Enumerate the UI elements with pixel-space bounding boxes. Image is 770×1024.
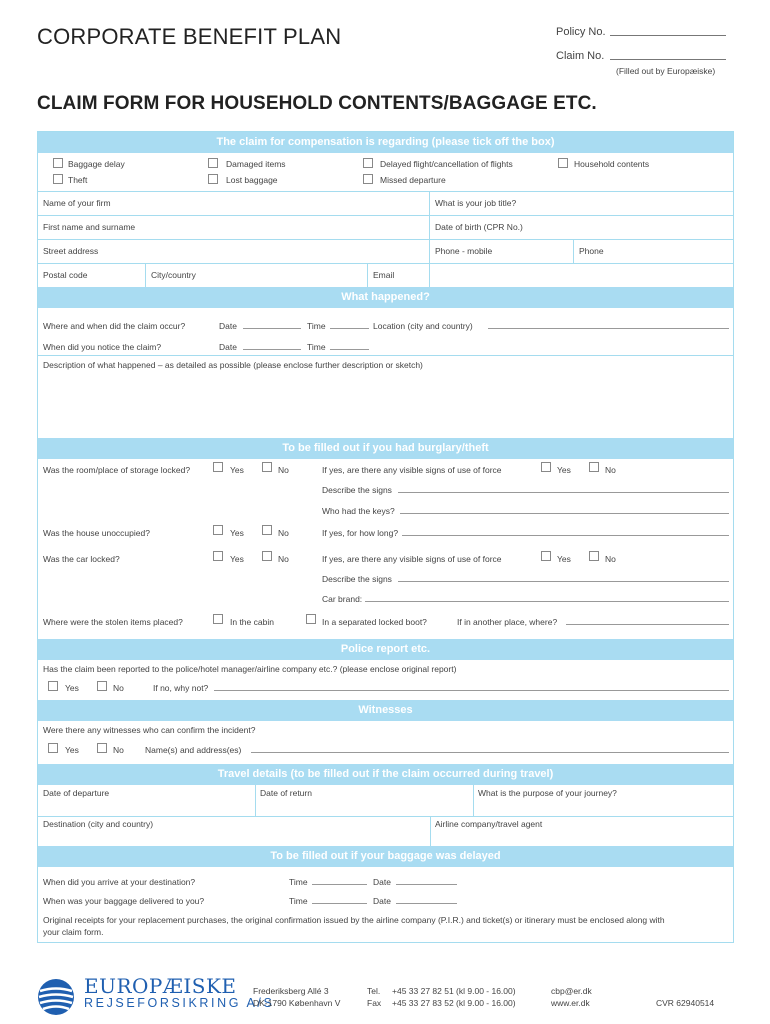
input-if-no-why[interactable] [214, 690, 729, 691]
fax-label: Fax [367, 998, 382, 1008]
baggage-note-line1: Original receipts for your replacement purchases, the original confirmation issued by the airline company (P.I.R.) and ticket(s) or itinerary must be enclosed along with [43, 915, 665, 925]
input-delivered-time[interactable] [312, 903, 367, 904]
label-no: No [605, 554, 616, 564]
tel-number: +45 33 27 82 51 (kl 9.00 - 16.00) [392, 986, 516, 996]
label-witness-names: Name(s) and address(es) [145, 745, 242, 755]
label-if-no-why: If no, why not? [153, 683, 209, 693]
label-time: Time [307, 342, 326, 352]
input-car-describe-signs[interactable] [398, 581, 729, 582]
question-how-long: If yes, for how long? [322, 528, 399, 538]
label-no: No [113, 683, 124, 693]
checkbox-baggage-delay[interactable] [53, 158, 63, 168]
label-car-brand: Car brand: [322, 594, 363, 604]
checkbox-room-force-no[interactable] [589, 462, 599, 472]
input-car-brand[interactable] [365, 601, 729, 602]
input-how-long[interactable] [402, 535, 729, 536]
field-full-name[interactable]: First name and surname [43, 222, 136, 232]
label-time: Time [289, 877, 308, 887]
policy-number-label: Policy No. [556, 26, 606, 38]
checkbox-household-contents[interactable] [558, 158, 568, 168]
label-yes: Yes [557, 554, 571, 564]
checkbox-car-force-yes[interactable] [541, 551, 551, 561]
option-baggage-delay: Baggage delay [68, 159, 125, 169]
label-other-place: If in another place, where? [457, 617, 558, 627]
field-date-of-return[interactable]: Date of return [260, 788, 312, 798]
website-link[interactable]: www.er.dk [551, 998, 590, 1008]
label-location: Location (city and country) [373, 321, 473, 331]
question-police-reported: Has the claim been reported to the police/hotel manager/airline company etc.? (please enclose original report) [43, 664, 457, 674]
field-phone[interactable]: Phone [579, 246, 604, 256]
question-witnesses: Were there any witnesses who can confirm the incident? [43, 725, 256, 735]
address-line1: Frederiksberg Allé 3 [253, 986, 329, 996]
label-yes: Yes [65, 745, 79, 755]
cvr-number: CVR 62940514 [656, 998, 715, 1008]
checkbox-theft[interactable] [53, 174, 63, 184]
label-no: No [605, 465, 616, 475]
input-occur-time[interactable] [330, 328, 369, 329]
input-other-place[interactable] [566, 624, 729, 625]
claim-type-heading: The claim for compensation is regarding (please tick off the box) [38, 132, 733, 153]
field-street-address[interactable]: Street address [43, 246, 99, 256]
company-logo-icon [37, 978, 75, 1016]
form-subtitle: CLAIM FORM FOR HOUSEHOLD CONTENTS/BAGGAGE ETC. [37, 93, 597, 114]
tel-label: Tel. [367, 986, 381, 996]
question-arrive: When did you arrive at your destination? [43, 877, 196, 887]
field-firm-name[interactable]: Name of your firm [43, 198, 111, 208]
input-arrive-time[interactable] [312, 884, 367, 885]
checkbox-unoccupied-no[interactable] [262, 525, 272, 535]
checkbox-unoccupied-yes[interactable] [213, 525, 223, 535]
field-destination[interactable]: Destination (city and country) [43, 819, 154, 829]
logo-name: EUROPÆISKE [84, 974, 237, 998]
label-date: Date [373, 896, 391, 906]
field-job-title[interactable]: What is your job title? [435, 198, 517, 208]
input-description-area[interactable] [38, 370, 733, 438]
checkbox-room-force-yes[interactable] [541, 462, 551, 472]
filled-by-note: (Filled out by Europæiske) [616, 66, 716, 76]
what-happened-heading: What happened? [38, 287, 733, 308]
label-yes: Yes [230, 554, 244, 564]
question-car-locked: Was the car locked? [43, 554, 120, 564]
baggage-note-line2: your claim form. [43, 927, 104, 937]
witnesses-heading: Witnesses [38, 700, 733, 721]
input-witness-names[interactable] [251, 752, 729, 753]
claim-number-line [610, 59, 726, 60]
field-city-country[interactable]: City/country [151, 270, 196, 280]
checkbox-car-locked-no[interactable] [262, 551, 272, 561]
checkbox-police-yes[interactable] [48, 681, 58, 691]
burglary-heading: To be filled out if you had burglary/theft [38, 438, 733, 459]
policy-number-field[interactable] [556, 26, 606, 38]
field-postal-code[interactable]: Postal code [43, 270, 88, 280]
footer [0, 972, 770, 1024]
question-where-when: Where and when did the claim occur? [43, 321, 186, 331]
option-delayed-flight: Delayed flight/cancellation of flights [380, 159, 513, 169]
checkbox-room-locked-yes[interactable] [213, 462, 223, 472]
field-date-of-departure[interactable]: Date of departure [43, 788, 110, 798]
label-car-describe-signs: Describe the signs [322, 574, 392, 584]
label-no: No [113, 745, 124, 755]
checkbox-witnesses-yes[interactable] [48, 743, 58, 753]
checkbox-missed-departure[interactable] [363, 174, 373, 184]
label-in-cabin: In the cabin [230, 617, 274, 627]
field-email[interactable]: Email [373, 270, 395, 280]
checkbox-witnesses-no[interactable] [97, 743, 107, 753]
contact-email-link[interactable]: cbp@er.dk [551, 986, 592, 996]
question-room-locked: Was the room/place of storage locked? [43, 465, 191, 475]
logo-subtitle: REJSEFORSIKRING A/S [84, 996, 275, 1010]
input-who-keys[interactable] [400, 513, 729, 514]
form-title: CORPORATE BENEFIT PLAN [37, 24, 342, 49]
input-occur-date[interactable] [243, 328, 301, 329]
claim-number-label: Claim No. [556, 50, 605, 62]
label-describe-signs: Describe the signs [322, 485, 392, 495]
checkbox-damaged-items[interactable] [208, 158, 218, 168]
label-time: Time [289, 896, 308, 906]
field-journey-purpose[interactable]: What is the purpose of your journey? [478, 788, 617, 798]
label-locked-boot: In a separated locked boot? [322, 617, 427, 627]
input-occur-location[interactable] [488, 328, 729, 329]
label-yes: Yes [65, 683, 79, 693]
label-date: Date [373, 877, 391, 887]
option-theft: Theft [68, 175, 88, 185]
input-notice-time[interactable] [330, 349, 369, 350]
label-yes: Yes [230, 528, 244, 538]
checkbox-in-cabin[interactable] [213, 614, 223, 624]
fax-number: +45 33 27 83 52 (kl 9.00 - 16.00) [392, 998, 516, 1008]
travel-heading: Travel details (to be filled out if the claim occurred during travel) [38, 764, 733, 785]
question-unoccupied: Was the house unoccupied? [43, 528, 150, 538]
input-notice-date[interactable] [243, 349, 301, 350]
baggage-heading: To be filled out if your baggage was delayed [38, 846, 733, 867]
claim-form [37, 131, 734, 943]
checkbox-car-force-no[interactable] [589, 551, 599, 561]
label-description: Description of what happened – as detailed as possible (please enclose further description or sketch) [43, 360, 423, 370]
label-date: Date [219, 342, 237, 352]
label-yes: Yes [230, 465, 244, 475]
checkbox-car-locked-yes[interactable] [213, 551, 223, 561]
label-no: No [278, 465, 289, 475]
label-yes: Yes [557, 465, 571, 475]
checkbox-delayed-flight[interactable] [363, 158, 373, 168]
question-signs-force: If yes, are there any visible signs of use of force [322, 465, 502, 475]
police-heading: Police report etc. [38, 639, 733, 660]
input-describe-signs[interactable] [398, 492, 729, 493]
policy-number-line [610, 35, 726, 36]
option-damaged-items: Damaged items [226, 159, 286, 169]
question-delivered: When was your baggage delivered to you? [43, 896, 205, 906]
label-no: No [278, 554, 289, 564]
checkbox-lost-baggage[interactable] [208, 174, 218, 184]
claim-number-field[interactable] [556, 50, 604, 62]
field-phone-mobile[interactable]: Phone - mobile [435, 246, 493, 256]
field-airline-agent[interactable]: Airline company/travel agent [435, 819, 543, 829]
checkbox-locked-boot[interactable] [306, 614, 316, 624]
question-items-placed: Where were the stolen items placed? [43, 617, 183, 627]
option-household-contents: Household contents [574, 159, 650, 169]
checkbox-room-locked-no[interactable] [262, 462, 272, 472]
label-no: No [278, 528, 289, 538]
checkbox-police-no[interactable] [97, 681, 107, 691]
label-date: Date [219, 321, 237, 331]
address-line2: DK-1790 København V [253, 998, 341, 1008]
input-arrive-date[interactable] [396, 884, 457, 885]
question-car-signs-force: If yes, are there any visible signs of use of force [322, 554, 502, 564]
input-delivered-date[interactable] [396, 903, 457, 904]
label-who-keys: Who had the keys? [322, 506, 395, 516]
question-notice: When did you notice the claim? [43, 342, 162, 352]
label-time: Time [307, 321, 326, 331]
field-date-of-birth[interactable]: Date of birth (CPR No.) [435, 222, 523, 232]
option-lost-baggage: Lost baggage [226, 175, 278, 185]
option-missed-departure: Missed departure [380, 175, 446, 185]
